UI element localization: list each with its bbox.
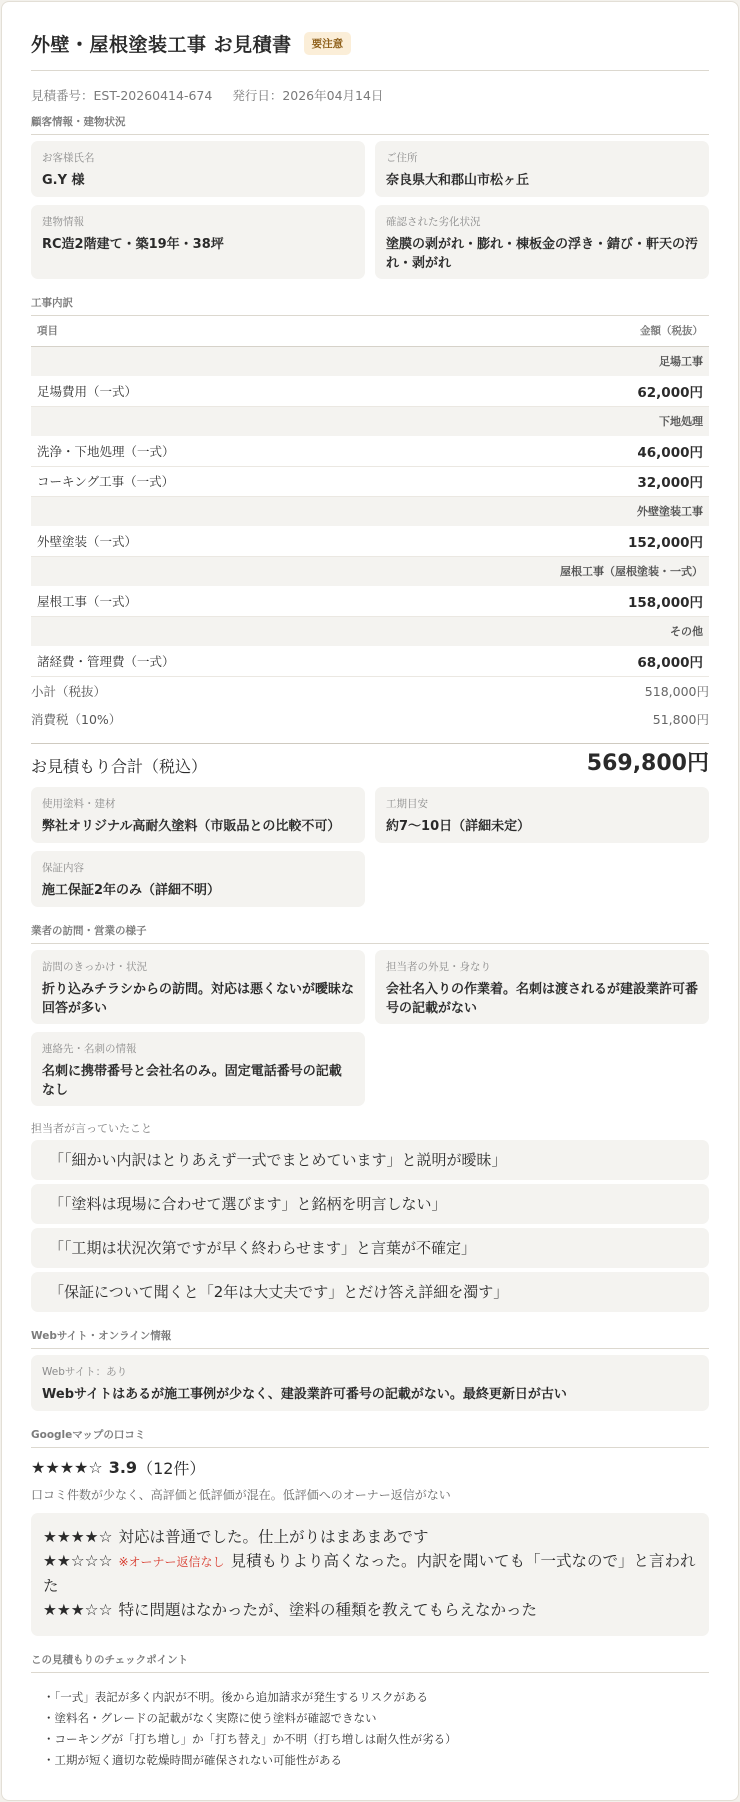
item-amount: 46,000円 (464, 436, 709, 466)
review-note: 口コミ件数が少なく、高評価と低評価が混在。低評価へのオーナー返信がない (31, 1487, 451, 1502)
table-row (31, 436, 709, 466)
category-label: 外壁塗装工事 (31, 496, 709, 526)
tax-value: 51,800円 (652, 711, 709, 727)
statement-item: 「保証について聞くと「2年は大丈夫です」とだけ答え詳細を濁す」 (31, 1272, 709, 1312)
statement-item: 「「細かい内訳はとりあえず一式でまとめています」と説明が曖昧」 (31, 1140, 709, 1180)
review-stars-icon: ★★★★☆ (43, 1527, 113, 1546)
review-stars-icon: ★★☆☆☆ (43, 1551, 113, 1570)
item-name: 諸経費・管理費（一式） (31, 646, 464, 676)
address: 奈良県大和郡山市松ヶ丘 (386, 173, 530, 188)
column-item: 項目 (31, 316, 464, 346)
table-row (31, 646, 709, 676)
period-card (375, 787, 709, 843)
review-text: 特に問題はなかったが、塗料の種類を教えてもらえなかった (118, 1600, 537, 1619)
spec-cards (31, 787, 709, 907)
statements-list (31, 1140, 709, 1312)
checkpoint-item: ・「一式」表記が多く内訳が不明。後から追加請求が発生するリスクがある (43, 1689, 429, 1704)
tax-label: 消費税（10%） (31, 711, 122, 727)
category-row (31, 406, 709, 436)
visit-reason: 折り込みチラシからの訪問。対応は悪くないが曖昧な回答が多い (42, 981, 355, 1016)
checkpoint-item: ・工期が短く適切な乾燥時間が確保されない可能性がある (43, 1752, 342, 1767)
star-rating-icon: ★★★★☆ (31, 1458, 103, 1477)
deterioration-card (375, 205, 709, 279)
building-card (31, 205, 365, 279)
subtotal-row (31, 677, 709, 705)
contact-card (31, 1032, 365, 1106)
item-amount: 32,000円 (464, 466, 709, 496)
paint-card (31, 787, 365, 843)
item-name: 外壁塗装（一式） (31, 526, 464, 556)
total-row (31, 743, 709, 777)
card-label: 保証内容 (42, 861, 84, 874)
subtotal-value: 518,000円 (644, 683, 709, 699)
estimate-meta (31, 86, 709, 102)
owner-no-reply-note: ※オーナー返信なし (118, 1554, 225, 1569)
deterioration-status: 塗膜の剥がれ・膨れ・棟板金の浮き・錆び・軒天の汚れ・剥がれ (386, 237, 699, 271)
review-item (43, 1549, 697, 1598)
category-row (31, 496, 709, 526)
section-label-visit: 業者の訪問・営業の様子 (31, 923, 709, 944)
warranty-card (31, 851, 365, 907)
category-label: その他 (31, 616, 709, 646)
warning-badge: 要注意 (304, 32, 352, 55)
subtotal-label: 小計（税抜） (31, 683, 107, 699)
card-label: Webサイト：あり (42, 1365, 128, 1378)
category-label: 屋根工事（屋根塗装・一式） (31, 556, 709, 586)
statement-item: 「「塗料は現場に合わせて選びます」と銘柄を明言しない」 (31, 1184, 709, 1224)
category-label: 足場工事 (31, 346, 709, 376)
rating-score: 3.9 (108, 1458, 138, 1477)
checkpoint-item: ・コーキングが「打ち増し」か「打ち替え」か不明（打ち増しは耐久性が劣る） (43, 1731, 457, 1746)
website-value: Webサイトはあるが施工事例が少なく、建設業許可番号の記載がない。最終更新日が古い (42, 1386, 567, 1402)
appearance-card (375, 950, 709, 1024)
card-label: お客様氏名 (42, 152, 95, 164)
card-label: 使用塗料・建材 (42, 797, 116, 810)
card-label: 工期目安 (386, 797, 428, 810)
address-card (375, 141, 709, 197)
section-label-breakdown: 工事内訳 (31, 295, 709, 316)
card-label: 訪問のきっかけ・状況 (42, 960, 147, 973)
category-row (31, 616, 709, 646)
customer-cards (31, 141, 709, 279)
divider (31, 70, 709, 71)
item-name: 洗浄・下地処理（一式） (31, 436, 464, 466)
page-title: 外壁・屋根塗装工事 お見積書 (31, 33, 292, 56)
section-label-google: Googleマップの口コミ (31, 1427, 709, 1448)
review-item (43, 1598, 697, 1622)
review-count: （12件） (137, 1459, 206, 1478)
table-row (31, 586, 709, 616)
issue-date: 発行日：2026年04月14日 (232, 88, 384, 103)
checkpoint-item: ・塗料名・グレードの記載がなく実際に使う塗料が確認できない (43, 1710, 377, 1725)
warranty-value: 施工保証2年のみ（詳細不明） (42, 882, 221, 898)
building-info: RC造2階建て・築19年・38坪 (42, 237, 224, 252)
item-name: 足場費用（一式） (31, 376, 464, 406)
visit-reason-card (31, 950, 365, 1024)
customer-name-card (31, 141, 365, 197)
estimate-number: 見積番号：EST-20260414-674 (31, 88, 213, 103)
section-label-customer: 顧客情報・建物状況 (31, 114, 709, 135)
table-row (31, 466, 709, 496)
tax-row (31, 705, 709, 733)
section-label-statements: 担当者が言っていたこと (31, 1121, 152, 1135)
breakdown-table (31, 316, 709, 677)
total-value: 569,800円 (586, 750, 709, 776)
item-amount: 68,000円 (464, 646, 709, 676)
category-row (31, 346, 709, 376)
table-header (31, 316, 709, 346)
title-row (31, 28, 709, 58)
estimate-document (1, 1, 739, 1801)
table-row (31, 376, 709, 406)
item-amount: 62,000円 (464, 376, 709, 406)
customer-name: G.Y 様 (42, 173, 85, 188)
item-amount: 158,000円 (464, 586, 709, 616)
category-row (31, 556, 709, 586)
card-label: 担当者の外見・身なり (386, 960, 491, 973)
category-label: 下地処理 (31, 406, 709, 436)
item-name: 屋根工事（一式） (31, 586, 464, 616)
section-label-website: Webサイト・オンライン情報 (31, 1328, 709, 1349)
item-name: コーキング工事（一式） (31, 466, 464, 496)
paint-value: 弊社オリジナル高耐久塗料（市販品との比較不可） (42, 818, 341, 834)
period-value: 約7〜10日（詳細未定） (386, 818, 531, 834)
review-text: 見積もりより高くなった。内訳を聞いても「一式なので」と言われた (43, 1551, 696, 1595)
section-label-checkpoints: この見積もりのチェックポイント (31, 1652, 709, 1673)
visit-cards (31, 950, 709, 1106)
appearance: 会社名入りの作業着。名刺は渡されるが建設業許可番号の記載がない (386, 981, 699, 1016)
column-amount: 金額（税抜） (464, 316, 709, 346)
statement-item: 「「工期は状況次第ですが早く終わらせます」と言葉が不確定」 (31, 1228, 709, 1268)
website-card (31, 1355, 709, 1411)
checkpoint-list (31, 1687, 709, 1771)
rating-summary (31, 1456, 709, 1480)
card-label: ご住所 (386, 152, 418, 164)
contact-info: 名刺に携帯番号と会社名のみ。固定電話番号の記載なし (42, 1063, 342, 1098)
card-label: 連絡先・名刺の情報 (42, 1042, 137, 1055)
table-row (31, 526, 709, 556)
total-label: お見積もり合計（税込） (31, 756, 208, 776)
item-amount: 152,000円 (464, 526, 709, 556)
review-item (43, 1525, 697, 1549)
review-text: 対応は普通でした。仕上がりはまあまあです (118, 1527, 429, 1546)
review-stars-icon: ★★★☆☆ (43, 1600, 113, 1619)
review-list (31, 1513, 709, 1636)
card-label: 確認された劣化状況 (386, 216, 481, 228)
card-label: 建物情報 (42, 216, 84, 228)
